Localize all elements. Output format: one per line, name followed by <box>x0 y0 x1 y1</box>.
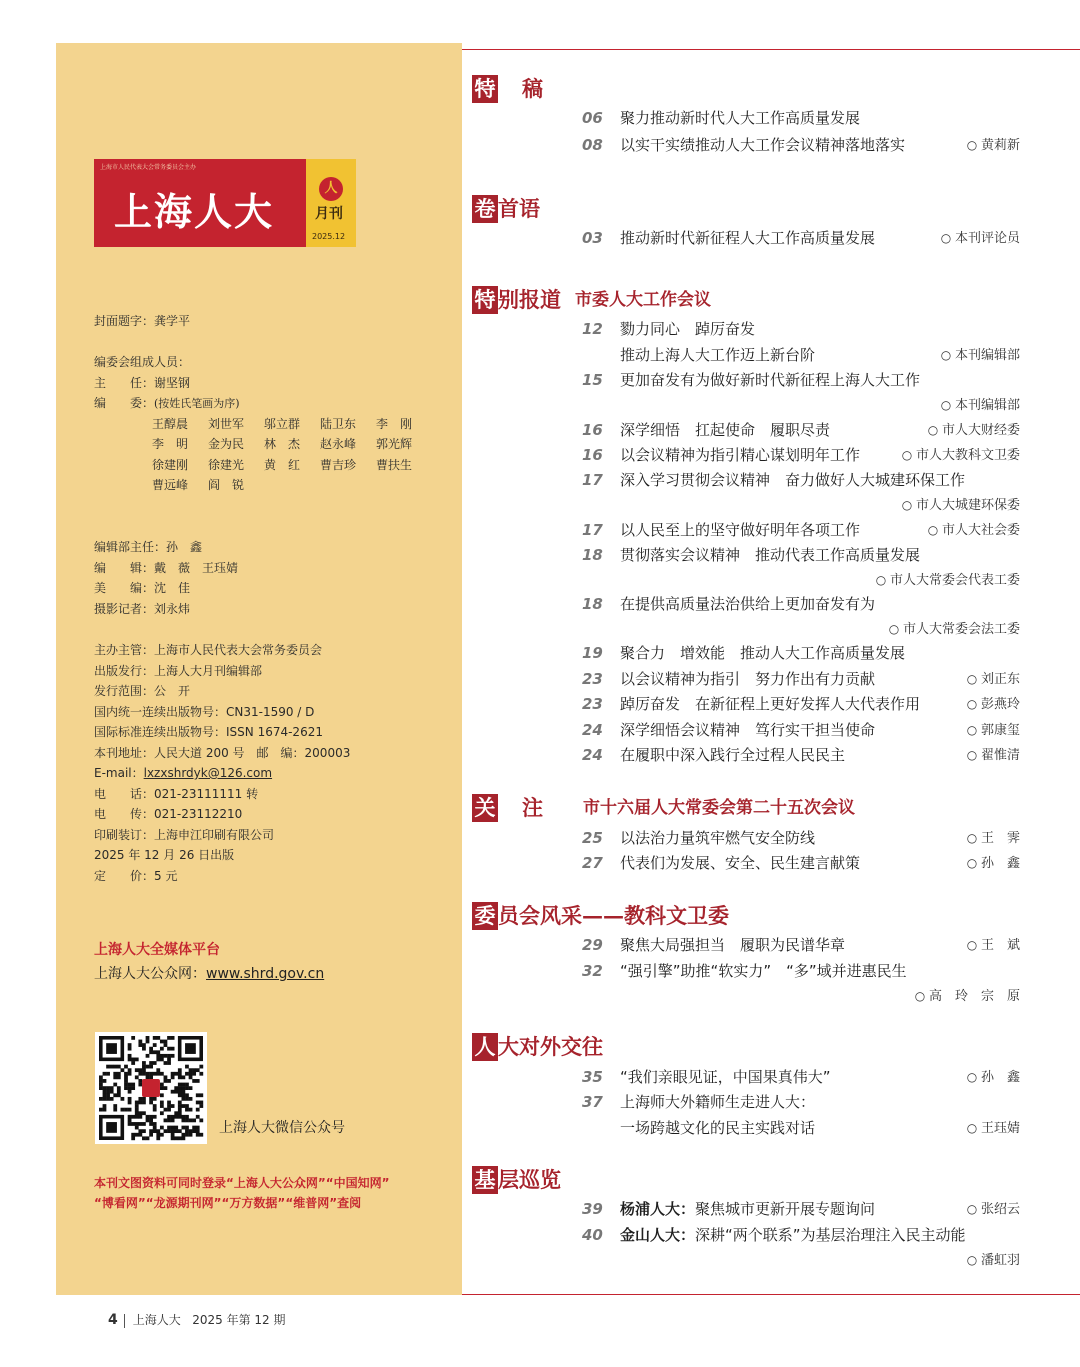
media-platform <box>94 938 324 986</box>
fax: 电 传：021-23112210 <box>94 807 243 821</box>
section-duiwai <box>472 1033 1020 1137</box>
section-heading: 人 大对外交往 <box>472 1033 603 1063</box>
footer-magazine: 上海人大 <box>132 1313 181 1327</box>
top-rule <box>462 49 1080 50</box>
toc-entry[interactable]: 16 深学细悟 扛起使命 履职尽责 ○ 市人大财经委 <box>582 418 1020 442</box>
toc-entry[interactable]: 16 以会议精神为指引精心谋划明年工作 ○ 市人大教科文卫委 <box>582 443 1020 467</box>
toc-entry[interactable]: 08 以实干实绩推动人大工作会议精神落地落实 ○ 黄莉新 <box>582 133 1020 157</box>
toc-entry-author-line: ○ 市人大常委会代表工委 <box>582 568 1020 592</box>
cover-title-credit: 封面题字：龚学平 <box>94 314 191 328</box>
logo-emblem-icon: 人 <box>319 177 343 201</box>
section-heading: 委 员会风采——教科文卫委 <box>472 902 729 932</box>
toc-entry[interactable]: 18 贯彻落实会议精神 推动代表工作高质量发展 <box>582 546 921 564</box>
toc-entry-author-line: ○ 本刊编辑部 <box>582 393 1020 417</box>
bottom-rule <box>462 1294 1080 1295</box>
member-row: 曹远峰 阎 锐 <box>152 478 245 492</box>
section-heading: 关 注 市十六届人大常委会第二十五次会议 <box>472 794 855 824</box>
section-weiyuanhui <box>472 902 1020 1004</box>
section-tegao <box>472 75 1020 154</box>
toc-entry-author-line: ○ 市人大城建环保委 <box>582 493 1020 517</box>
member-row: 王醇晨 刘世军 邬立群 陆卫东 李 刚 <box>152 416 413 431</box>
logo-date: 2025.12 <box>312 232 346 241</box>
toc-entry[interactable]: 23 以会议精神为指引 努力作出有力贡献 ○ 刘正东 <box>582 667 1020 691</box>
toc-entry[interactable]: 35 “我们亲眼见证，中国果真伟大” ○ 孙 鑫 <box>582 1065 1020 1089</box>
page-number: 4 <box>108 1312 118 1328</box>
database-notice: 本刊文图资料可同时登录“上海人大公众网”“中国知网” “博看网”“龙源期刊网”“万方数据”“维普网”查阅 <box>94 1176 390 1210</box>
toc-entry[interactable]: 39 杨浦人大：聚焦城市更新开展专题询问 ○ 张绍云 <box>582 1197 1020 1221</box>
toc-entry[interactable]: 15 更加奋发有为做好新时代新征程上海人大工作 <box>582 371 921 389</box>
section-guanzhu <box>472 794 1020 872</box>
toc-entry-author-line: ○ 高 玲 宗 原 <box>582 984 1020 1008</box>
section-jiceng <box>472 1166 1020 1268</box>
editorial-board <box>94 311 432 496</box>
section-heading: 基 层巡览 <box>472 1166 561 1196</box>
website-link[interactable]: www.shrd.gov.cn <box>206 966 325 982</box>
section-juanshouyu <box>472 195 1020 247</box>
footer-issue: 2025 年第 12 期 <box>192 1313 286 1327</box>
toc-entry-continued[interactable]: 一场跨越文化的民主实践对话 ○ 王珏婧 <box>582 1116 1020 1140</box>
board-director: 主 任：谢坚钢 <box>94 375 191 390</box>
toc-entry[interactable]: 17 以人民至上的坚守做好明年各项工作 ○ 市人大社会委 <box>582 518 1020 542</box>
masthead-panel <box>56 43 462 1295</box>
member-row: 李 明 金为民 林 杰 赵永峰 郭光辉 <box>152 437 413 451</box>
toc-entry-author-line: ○ 潘虹羽 <box>582 1248 1020 1272</box>
editorial-director: 编辑部主任：孙 鑫 <box>94 540 203 554</box>
publication-info <box>94 640 350 886</box>
toc-entry[interactable]: 40 金山人大：深耕“两个联系”为基层治理注入民主动能 <box>582 1226 966 1244</box>
cn-number: 国内统一连续出版物号：CN31-1590 / D <box>94 704 315 719</box>
issn: 国际标准连续出版物号：ISSN 1674-2621 <box>94 725 323 739</box>
toc-entry[interactable]: 23 踔厉奋发 在新征程上更好发挥人大代表作用 ○ 彭燕玲 <box>582 692 1020 716</box>
logo-tiny-text: 上海市人民代表大会常务委员会主办 <box>100 164 197 171</box>
logo-title: 上海人大 <box>114 189 275 234</box>
toc-entry[interactable]: 17 深入学习贯彻会议精神 奋力做好人大城建环保工作 <box>582 471 966 489</box>
media-platform-title: 上海人大全媒体平台 <box>94 942 220 958</box>
qr-label: 上海人大微信公众号 <box>219 1120 345 1136</box>
wechat-qr-code-icon <box>95 1032 207 1144</box>
logo-red-block <box>94 159 306 247</box>
art-editor: 美 编：沈 佳 <box>94 581 191 595</box>
distribution: 发行范围：公 开 <box>94 684 191 698</box>
editorial-staff <box>94 537 238 619</box>
toc-entry[interactable]: 25 以法治力量筑牢燃气安全防线 ○ 王 霁 <box>582 826 1020 850</box>
editors: 编 辑：戴 薇 王珏婧 <box>94 560 239 575</box>
section-heading: 特 别报道 市委人大工作会议 <box>472 286 711 316</box>
toc-entry-author-line: ○ 市人大常委会法工委 <box>582 617 1020 641</box>
publisher: 出版发行：上海人大月刊编辑部 <box>94 663 263 678</box>
magazine-logo <box>94 159 356 247</box>
toc-entry-continued[interactable]: 推动上海人大工作迈上新台阶 ○ 本刊编辑部 <box>582 343 1020 367</box>
media-site-row: 上海人大公众网：www.shrd.gov.cn <box>94 966 325 982</box>
page-footer <box>108 1311 285 1328</box>
toc-entry[interactable]: 27 代表们为发展、安全、民生建言献策 ○ 孙 鑫 <box>582 851 1020 875</box>
toc-entry[interactable]: 32 “强引擎”助推“软实力” “多”域并进惠民生 <box>582 962 907 980</box>
toc-entry[interactable]: 03 推动新时代新征程人大工作高质量发展 ○ 本刊评论员 <box>582 226 1020 250</box>
sponsor: 主办主管：上海市人民代表大会常务委员会 <box>94 643 323 657</box>
printer: 印刷装订：上海申江印刷有限公司 <box>94 827 275 842</box>
board-heading: 编委会组成人员： <box>94 355 191 369</box>
toc-entry[interactable]: 24 深学细悟会议精神 笃行实干担当使命 ○ 郭康玺 <box>582 718 1020 742</box>
board-members-label: 编 委：(按姓氏笔画为序) <box>94 396 240 410</box>
photographer: 摄影记者：刘永炜 <box>94 601 191 616</box>
phone: 电 话：021-23111111 转 <box>94 786 259 801</box>
member-row: 徐建刚 徐建光 黄 红 曹吉珍 曹扶生 <box>152 457 413 472</box>
section-heading: 特 稿 <box>472 75 543 105</box>
toc-entry[interactable]: 06 聚力推动新时代人大工作高质量发展 <box>582 109 861 127</box>
toc-entry[interactable]: 19 聚合力 增效能 推动人大工作高质量发展 <box>582 644 906 662</box>
section-heading: 卷 首语 <box>472 195 540 225</box>
logo-yellow-block <box>306 159 356 247</box>
toc-entry[interactable]: 24 在履职中深入践行全过程人民民主 ○ 翟惟清 <box>582 743 1020 767</box>
publication-date: 2025 年 12 月 26 日出版 <box>94 848 235 862</box>
logo-monthly: 月刊 <box>315 206 343 222</box>
section-tebie <box>472 286 1020 764</box>
email-row: E-mail：lxzxshrdyk@126.com <box>94 766 273 780</box>
toc-entry[interactable]: 18 在提供高质量法治供给上更加奋发有为 <box>582 595 876 613</box>
toc-entry[interactable]: 37 上海师大外籍师生走进人大： <box>582 1093 816 1111</box>
email-link[interactable]: lxzxshrdyk@126.com <box>143 766 273 780</box>
toc-entry[interactable]: 29 聚焦大局强担当 履职为民谱华章 ○ 王 斌 <box>582 933 1020 957</box>
price: 定 价：5 元 <box>94 868 178 883</box>
toc-entry[interactable]: 12 勠力同心 踔厉奋发 <box>582 320 756 338</box>
address: 本刊地址：人民大道 200 号 邮 编：200003 <box>94 745 351 760</box>
